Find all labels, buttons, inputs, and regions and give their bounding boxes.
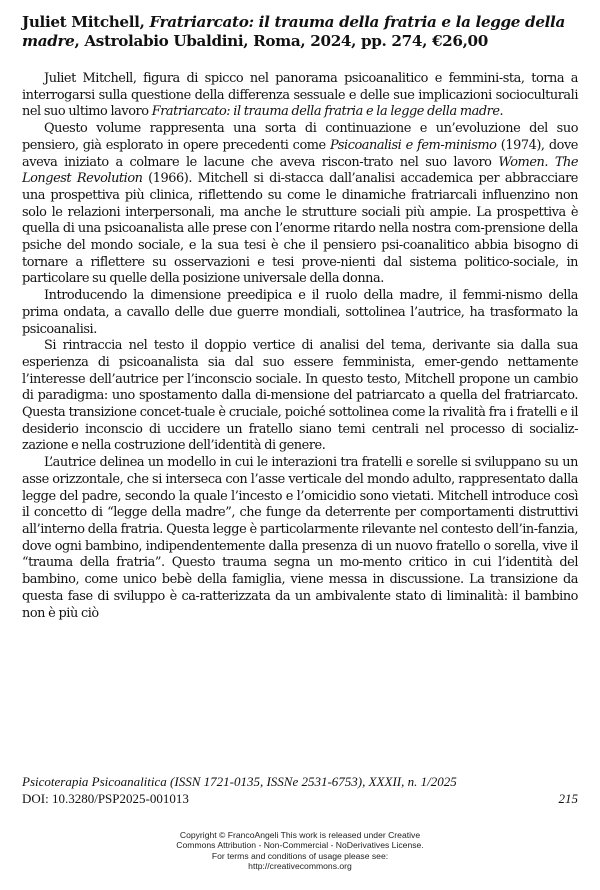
copyright-line: For terms and conditions of usage please see: bbox=[211, 850, 389, 861]
book-author: Juliet Mitchell, bbox=[22, 13, 150, 31]
copyright-line: Commons Attribution - Non-Commercial - NoDerivatives License. bbox=[176, 840, 424, 851]
doi-line: DOI: 10.3280/PSP2025-001013 bbox=[22, 791, 189, 806]
work-title-italic: Psicoanalisi e fem-minismo bbox=[330, 137, 497, 153]
page-number: 215 bbox=[558, 791, 578, 806]
paragraph-1 bbox=[22, 71, 578, 121]
paragraph-text: (1966). Mitchell si di-stacca dall’analisi accademica per abbracciare una prospettiva più clinica, riflettendo su come le dinamiche fratriarcali influenzino non solo le relazioni interpersonali, ma anche le strutture sociali più ampie. La prospettiva è quella di una psicoanalista alle prese con l’enorme ritardo nella nostra com-prensione della psiche del mondo sociale, e la sua tesi è che il pensiero psi-coanalitico abbia bisogno di tornare a riflettere su osservazioni e tesi prove-nienti dal sistema politico-sociale, in particolare su quelle della posizione universale della donna. bbox=[22, 171, 578, 287]
paragraph-3: Introducendo la dimensione preedipica e il ruolo della madre, il femmi-nismo della prima ondata, a cavallo delle due guerre mondiali, sottolinea l’autrice, ha trasformato la psicoanalisi. bbox=[22, 288, 578, 337]
book-title-italic: Fratriarcato: il trauma della fratria e la legge della madre bbox=[151, 104, 500, 120]
paragraph-5: L’autrice delinea un modello in cui le interazioni tra fratelli e sorelle si sviluppano su un asse orizzontale, che si interseca con l’asse verticale del mondo adulto, rappresentato dalla legge del padre, secondo la quale l’incesto e l’omicidio sono vietati. Mitchell introduce così il concetto di “legge della madre”, che funge da deterrente per comportamenti distruttivi all’interno della fratria. Questa legge è particolarmente rilevante nel contesto dell’in-fanzia, dove ogni bambino, indipendentemente dalla presenza di un nuovo fratello o sorella, vive il “trauma della fratria”. Questo trauma segna un mo-mento critico in cui l’identità del bambino, come unico bebè della famiglia, viene messa in discussione. La transizione da questa fase di sviluppo è ca-ratterizzata da un ambivalente stato di liminalità: il bambino non è più ciò bbox=[22, 455, 578, 621]
paragraph-text: Juliet Mitchell, figura di spicco nel panorama psicoanalitico e femmini-sta, torna a interrogarsi sulla questione della differenza sessuale e delle sue implicazioni socioculturali nel suo ultimo lavoro bbox=[22, 71, 578, 120]
journal-citation: Psicoterapia Psicoanalitica (ISSN 1721-0135, ISSNe 2531-6753), XXXII, n. 1/2025 bbox=[22, 774, 457, 789]
copyright-link[interactable]: http://creativecommons.org bbox=[248, 861, 352, 872]
review-body bbox=[22, 71, 578, 622]
work-title-italic: Women. The Longest Revolution bbox=[22, 154, 579, 187]
copyright-notice bbox=[0, 830, 600, 872]
paragraph-2 bbox=[22, 121, 578, 288]
review-header bbox=[22, 13, 578, 51]
publisher-info: , Astrolabio Ubaldini, Roma, 2024, pp. 274, €26,00 bbox=[74, 32, 488, 50]
copyright-line: Copyright © FrancoAngeli This work is released under Creative bbox=[179, 830, 421, 840]
paragraph-text: (1974), dove aveva iniziato a colmare le lacune che aveva riscon-trato nel suo lavoro bbox=[22, 137, 578, 170]
paragraph-text: Questo volume rappresenta una sorta di continuazione e un’evoluzione del suo pensiero, già esplorato in opere precedenti come bbox=[22, 121, 578, 153]
paragraph-text: . bbox=[499, 104, 504, 120]
paragraph-4: Si rintraccia nel testo il doppio vertice di analisi del tema, derivante sia dalla sua esperienza di psicoanalista sia dal suo essere femminista, emer-gendo nettamente l’interesse dell’autrice per l’inconscio sociale. In questo testo, Mitchell propone un cambio di paradigma: uno spostamento dalla di-mensione del patriarcato a quella del fratriarcato. Questa transizione concet-tuale è cruciale, poiché sottolinea come la rivalità fra i fratelli e il desiderio inconscio di uccidere un fratello siano temi centrali nel processo di socializ-zazione e nella costruzione dell’identità di genere. bbox=[22, 338, 578, 454]
book-title: Fratriarcato: il trauma della fratria e la legge della madre bbox=[22, 13, 565, 50]
